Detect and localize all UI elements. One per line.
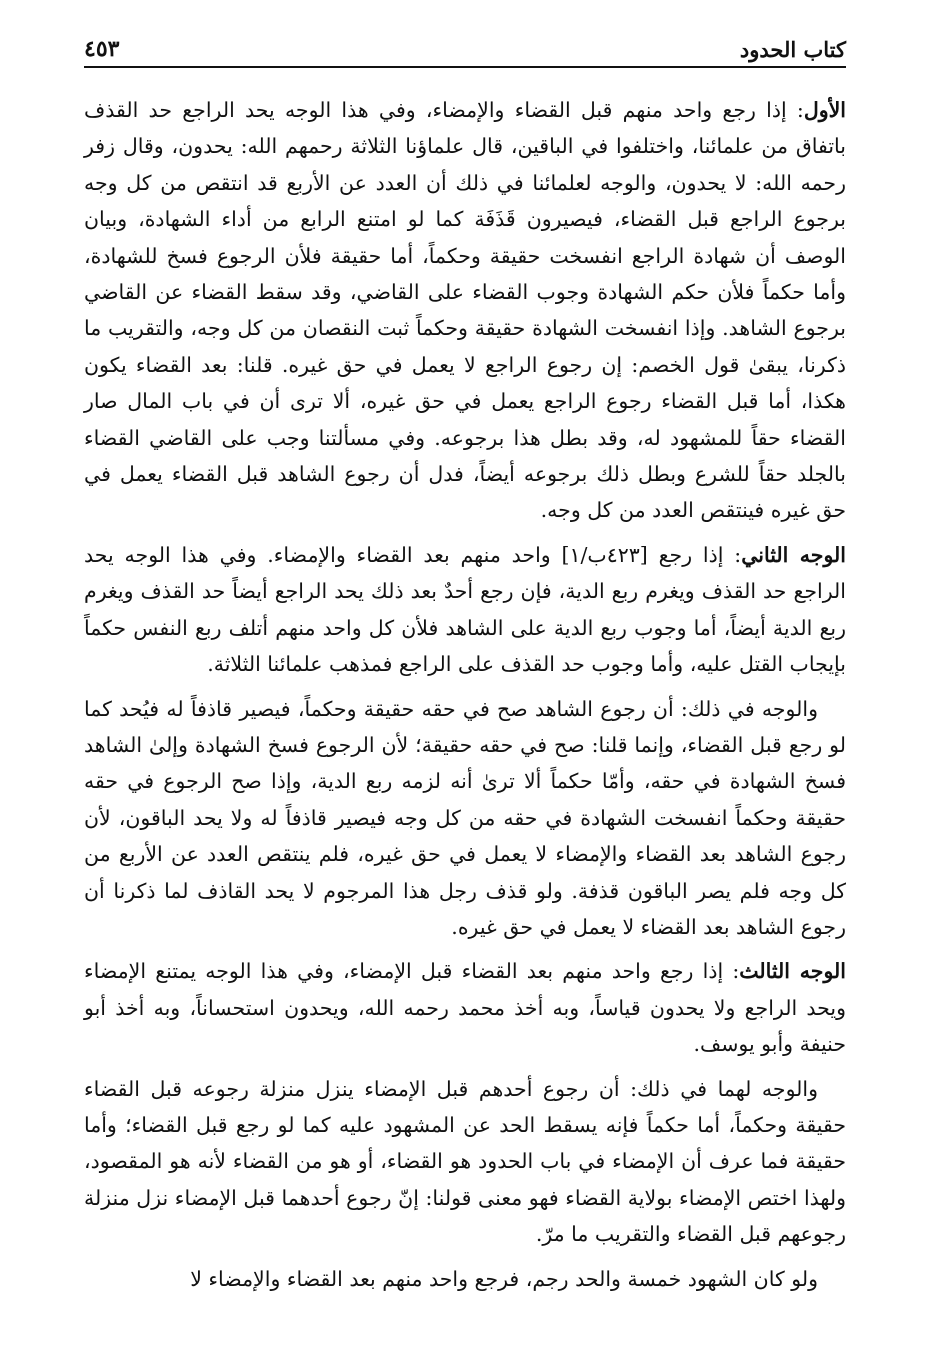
running-title: كتاب الحدود [739,37,846,62]
paragraph-lead: الأول [803,98,846,122]
paragraph-text: : إذا رجع [٤٢٣ب/١] واحد منهم بعد القضاء والإمضاء. وفي هذا الوجه يحد الراجع حد القذف ويغرم ربع الدية، فإن رجع أحدٌ بعد ذلك يحد الراجع أيضاً حد القذف ويغرم ربع الدية أيضاً، أما وجوب ربع الدية على الشاهد فلأن كل واحد منهم أتلف ربع النفس حكماً بإيجاب القتل عليه، وأما وجوب حد القذف على الراجع فمذهب علمائنا الثلاثة. [84,542,846,677]
paragraph-second-case [84,537,846,683]
paragraph-text: ولو كان الشهود خمسة والحد رجم، فرجع واحد منهم بعد القضاء والإمضاء لا [190,1266,818,1291]
paragraph-text: : إذا رجع واحد منهم بعد القضاء قبل الإمضاء، وفي هذا الوجه يمتنع الإمضاء ويحد الراجع ولا يحدون قياساً، وبه أخذ محمد رحمه الله، ويحدون استحساناً، وبه أخذ أبو حنيفة وأبو يوسف. [84,959,846,1057]
paragraph-text: والوجه لهما في ذلك: أن رجوع أحدهم قبل الإمضاء ينزل منزلة رجوعه قبل القضاء حقيقة وحكماً، أما حكماً فإنه يسقط الحد عن المشهود عليه كما لو رجع قبل القضاء؛ وأما حقيقة فما عرف أن الإمضاء في باب الحدود هو القضاء، أو هو من القضاء لأنه هو المقصود، ولهذا اختص الإمضاء بولاية القضاء فهو معنى قولنا: إنّ رجوع أحدهما قبل الإمضاء نزل منزلة رجوعهم قبل القضاء والتقريب ما مرّ. [84,1076,846,1247]
paragraph-lead: الوجه الثاني [741,542,847,567]
page-header [84,0,846,68]
paragraph-lead: الوجه الثالث [739,959,847,984]
paragraph-text: : إذا رجع واحد منهم قبل القضاء والإمضاء، وفي هذا الوجه يحد الراجع حد القذف باتفاق من علمائنا، واختلفوا في الباقين، قال علماؤنا الثلاثة رحمهم الله: يحدون، وقال زفر رحمه الله: لا يحدون، والوجه لعلمائنا في ذلك أن العدد عن الأربع قد انتقص من كل وجه برجوع الراجع قبل القضاء، فيصيرون قَذَفَة كما لو امتنع الرابع من أداء الشهادة، وبيان الوصف أن شهادة الراجع انفسخت حقيقة وحكماً، أما حقيقة فلأن الرجوع فسخ للشهادة، وأما حكماً فلأن حكم الشهادة وجوب القضاء على القاضي، وقد سقط القضاء عن القاضي برجوع الشاهد. وإذا انفسخت الشهادة حقيقة وحكماً ثبت النقصان من كل وجه، والتقريب ما ذكرنا، يبقىٰ قول الخصم: إن رجوع الراجع لا يعمل في حق غيره. قلنا: بعد القضاء يكون هكذا، أما قبل القضاء رجوع الراجع يعمل في حق غيره، ألا ترى أن في باب المال صار القضاء حقاً للمشهود له، وقد بطل هذا برجوعه. وفي مسألتنا وجب على القاضي القضاء بالجلد حقاً للشرع وبطل ذلك برجوعه أيضاً، فدل أن رجوع الشاهد قبل القضاء يعمل في حق غيره فينتقص العدد من كل وجه. [84,98,846,523]
page-body [84,68,846,1297]
paragraph-reasoning-two [84,1071,846,1253]
paragraph-first [84,92,846,529]
page-number: ٤٥٣ [84,36,120,62]
paragraph-reasoning [84,691,846,946]
paragraph-text: والوجه في ذلك: أن رجوع الشاهد صح في حقه حقيقة وحكماً، فيصير قاذفاً له فيُحد كما لو رجع قبل القضاء، وإنما قلنا: صح في حقه حقيقة؛ لأن الرجوع فسخ الشهادة وإلىٰ الشاهد فسخ الشهادة في حقه، وأمّا حكماً ألا ترىٰ أنه لزمه ربع الدية، وإذا صح الرجوع في حقه حقيقة وحكماً انفسخت الشهادة في حقه من كل وجه فيصير قاذفاً له ولا يحد الباقون، لأن رجوع الشاهد بعد القضاء والإمضاء لا يعمل في حق غيره، فلم ينتقص العدد عن الأربع من كل وجه فلم يصر الباقون قذفة. ولو قذف رجل هذا المرجوم لا يحد القاذف لما ذكرنا أن رجوع الشاهد بعد القضاء لا يعمل في حق غيره. [84,696,846,939]
paragraph-continuation [84,1261,846,1297]
paragraph-third-case [84,953,846,1062]
